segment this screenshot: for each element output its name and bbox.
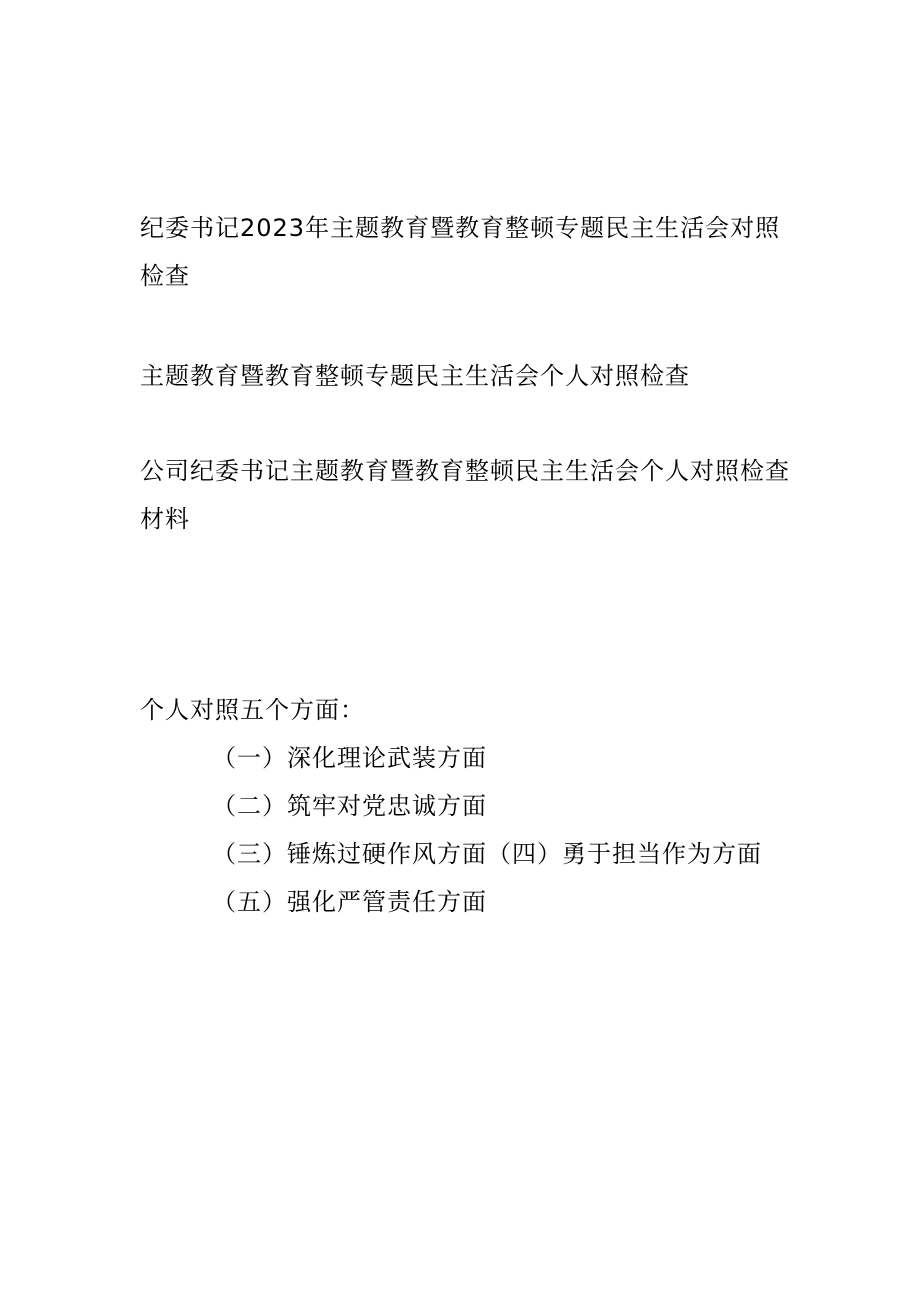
aspect-item-3: （三）锤炼过硬作风方面（四）勇于担当作为方面 — [212, 840, 762, 868]
aspect-item-2: （二）筑牢对党忠诚方面 — [212, 792, 487, 820]
aspect-item-4: （五）强化严管责任方面 — [212, 888, 487, 916]
aspects-list — [212, 734, 762, 926]
aspect-item-1: （一）深化理论武装方面 — [212, 744, 487, 772]
document-title-3: 公司纪委书记主题教育暨教育整顿民主生活会个人对照检查材料 — [140, 457, 790, 533]
aspects-intro: 个人对照五个方面： — [140, 696, 365, 724]
document-title-2: 主题教育暨教育整顿专题民主生活会个人对照检查 — [140, 362, 690, 390]
document-title-1: 纪委书记2023年主题教育暨教育整顿专题民主生活会对照检查 — [140, 214, 781, 290]
